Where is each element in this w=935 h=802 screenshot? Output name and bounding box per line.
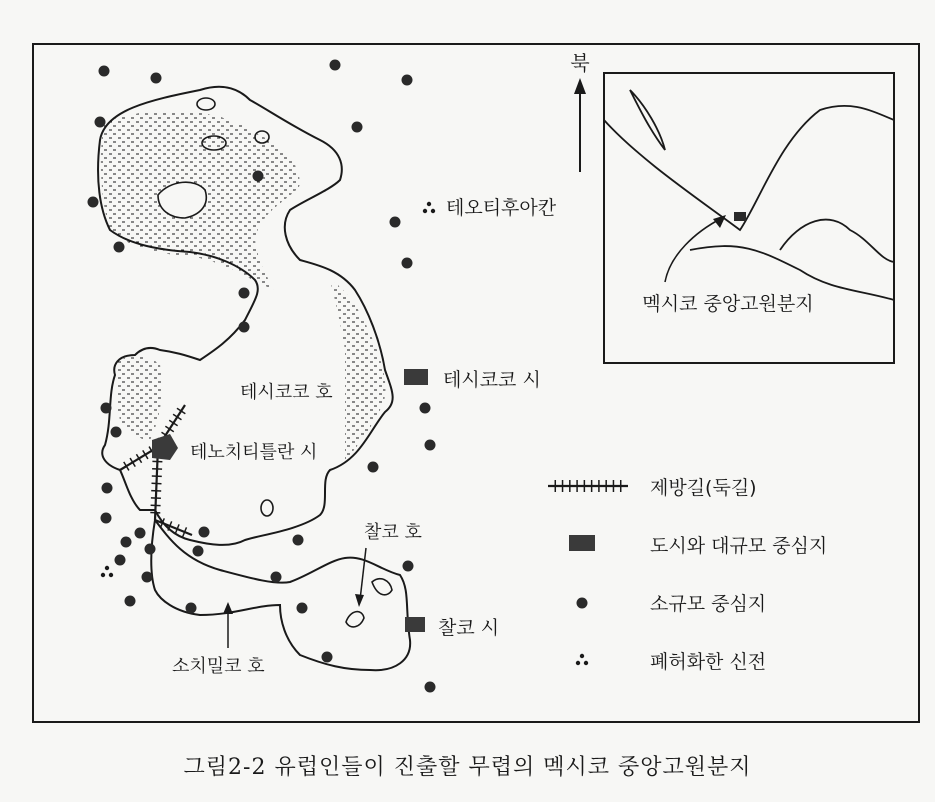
chalco-pointer bbox=[360, 548, 366, 600]
island bbox=[158, 182, 206, 218]
legend-ruined-temple-symbol bbox=[576, 654, 588, 665]
ruined-temple-marker bbox=[423, 202, 435, 213]
texcoco-city-marker bbox=[404, 369, 428, 385]
legend-city-label: 도시와 대규모 중심지 bbox=[650, 535, 828, 557]
tenochtitlan-city-marker bbox=[152, 434, 178, 460]
island bbox=[261, 500, 273, 516]
ruined-temple-marker bbox=[101, 566, 113, 577]
chalco-city-label: 찰코 시 bbox=[438, 617, 500, 639]
marsh-east bbox=[330, 280, 385, 460]
island bbox=[197, 98, 215, 110]
legend-causeway-label: 제방길(둑길) bbox=[650, 477, 757, 499]
legend-city-symbol bbox=[569, 535, 595, 551]
inset-frame bbox=[604, 73, 894, 363]
xochimilco-pointer-head bbox=[223, 602, 233, 614]
legend-small-center-symbol bbox=[577, 598, 588, 609]
legend-ruined-temple-label: 폐허화한 신전 bbox=[650, 651, 767, 673]
texcoco-city-label: 테시코코 시 bbox=[443, 369, 541, 391]
xochimilco-lake-label: 소치밀코 호 bbox=[172, 656, 265, 677]
texcoco-lake-label: 테시코코 호 bbox=[240, 382, 333, 403]
inset-pointer-head bbox=[713, 215, 726, 228]
inset-basin-marker bbox=[734, 212, 746, 221]
north-label: 북 bbox=[570, 51, 590, 75]
tenochtitlan-label: 테노치티틀란 시 bbox=[190, 442, 318, 463]
island bbox=[346, 612, 364, 627]
chalco-pointer-head bbox=[355, 594, 364, 607]
legend bbox=[548, 477, 827, 673]
inset-coast-east bbox=[780, 220, 894, 262]
inset-peninsula bbox=[630, 90, 665, 150]
inset-coast-south bbox=[690, 246, 894, 300]
island bbox=[372, 579, 392, 595]
teotihuacan-label: 테오티후아칸 bbox=[446, 197, 557, 219]
north-arrow-head bbox=[574, 78, 586, 94]
legend-small-center-label: 소규모 중심지 bbox=[650, 593, 767, 615]
inset-basin-label: 멕시코 중앙고원분지 bbox=[642, 293, 814, 315]
marsh-west bbox=[116, 357, 162, 440]
figure-caption: 그림2-2 유럽인들이 진출할 무렵의 멕시코 중앙고원분지 bbox=[183, 755, 752, 780]
chalco-city-marker bbox=[405, 617, 425, 632]
chalco-lake-label: 찰코 호 bbox=[364, 522, 422, 543]
